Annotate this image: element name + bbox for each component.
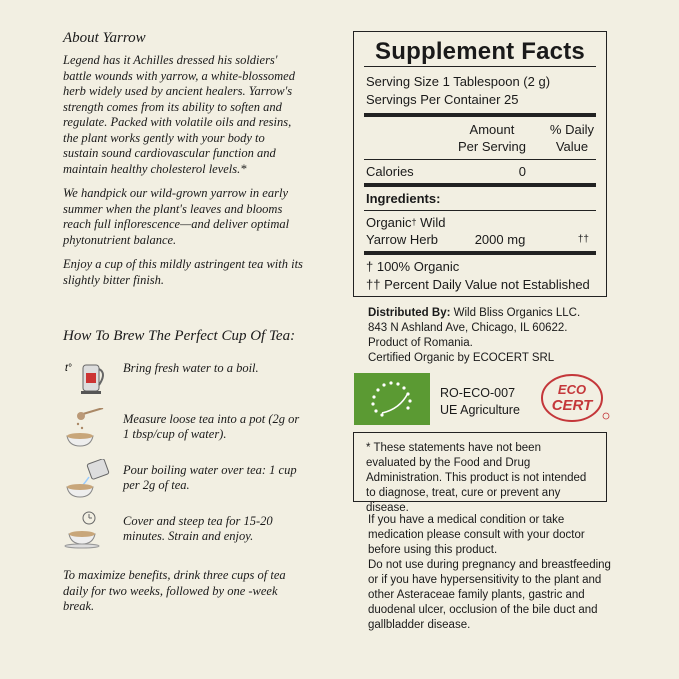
ecocert-logo [540,372,610,424]
distributor-name: Wild Bliss Organics LLC. [450,307,581,319]
eco-code: RO-ECO-007 [440,386,516,400]
ingredient-row [366,211,594,251]
cup-icon [63,510,113,550]
organic-note: † 100% Organic [366,259,460,274]
warning-2: Do not use during pregnancy and breastfeeding or if you have hypersensitivity to the plant and other Asteraceae family plants, gastric and duodenal ulcer, occlusion of the bile duct and gallbladder disease. [368,559,611,631]
ingredient-name-2: Yarrow Herb [366,232,439,247]
product-origin: Product of Romania. [368,337,473,349]
kettle-label: t° [65,363,72,374]
brew-footnote: To maximize benefits, drink three cups of tea daily for two weeks, followed by one -week break. [63,568,286,613]
dv-note: †† Percent Daily Value not Established [366,277,590,292]
eco-agriculture: UE Agriculture [440,403,520,417]
ingredient-sup: † [411,217,417,227]
kettle-icon [63,357,113,397]
distributed-by-label: Distributed By: [368,307,451,319]
amount-header-2: Per Serving [458,139,526,154]
eu-organic-leaf-logo [354,373,430,425]
about-paragraph-2: We handpick our wild-grown yarrow in early summer when the plant's leaves and blooms reach full inflorescence—and deliver optimal phytonutrient balance. [63,186,290,247]
distributor-address: 843 N Ashland Ave, Chicago, IL 60622. [368,322,568,334]
ingredient-dv: †† [577,234,589,245]
dv-header-1: % Daily [549,122,594,137]
warnings [368,513,618,633]
brew-step-4-text: Cover and steep tea for 15-20 minutes. Strain and enjoy. [123,514,273,543]
about-paragraph-1: Legend has it Achilles dressed his soldiers' battle wounds with yarrow, a white-blossomed herb widely used by ancient healers. Yarrow's strength comes from its ability to soften and regulate. Packed with volatile oils and resins, the plant works gently with your body to sustain sound cardiovascular function and maintain healthy cholesterol levels.* [63,53,295,176]
warning-1: If you have a medical condition or take medication please consult with your doctor before using this product. [368,514,585,556]
serving-size: Serving Size 1 Tablespoon (2 g) [366,74,551,89]
ecocert-text-bottom: CERT [551,397,593,414]
brew-step-1-text: Bring fresh water to a boil. [123,361,259,375]
ecocert-text-top: ECO [557,382,587,397]
brew-step-3-text: Pour boiling water over tea: 1 cup per 2g of tea. [123,463,297,492]
calories-label: Calories [366,164,414,179]
fda-disclaimer: * These statements have not been evaluated by the Food and Drug Administration. This product is not intended to diagnose, treat, cure or prevent any disease. [366,442,587,514]
ingredient-name-1: Organic [366,215,412,230]
calories-value: 0 [518,164,526,179]
pour-icon [63,459,113,499]
brew-step-4 [63,510,303,550]
fda-disclaimer-box [353,432,607,514]
certification: Certified Organic by ECOCERT SRL [368,352,555,364]
eco-code-block [440,385,520,419]
brew-step-2 [63,408,303,448]
brew-title: How To Brew The Perfect Cup Of Tea: [63,328,296,344]
ingredient-amount: 2000 mg [474,232,526,247]
facts-column-headers [366,117,594,159]
left-column [63,30,303,615]
brew-step-1 [63,357,303,397]
servings-per-container: Servings Per Container 25 [366,92,519,107]
about-title: About Yarrow [63,30,146,46]
brew-step-2-text: Measure loose tea into a pot (2g or 1 tbsp/cup of water). [123,412,300,441]
amount-header-1: Amount [469,122,515,137]
brew-step-3 [63,459,303,499]
distribution-info [368,306,608,366]
ingredient-name-1b: Wild [416,215,446,230]
calories-row [366,160,594,183]
spoon-icon [63,408,113,448]
supplement-facts-panel [353,31,607,297]
dv-header-2: Value [555,139,589,154]
ingredients-label: Ingredients: [366,191,441,206]
facts-title: Supplement Facts [375,38,585,65]
about-paragraph-3: Enjoy a cup of this mildly astringent tea with its slightly bitter finish. [63,257,303,287]
